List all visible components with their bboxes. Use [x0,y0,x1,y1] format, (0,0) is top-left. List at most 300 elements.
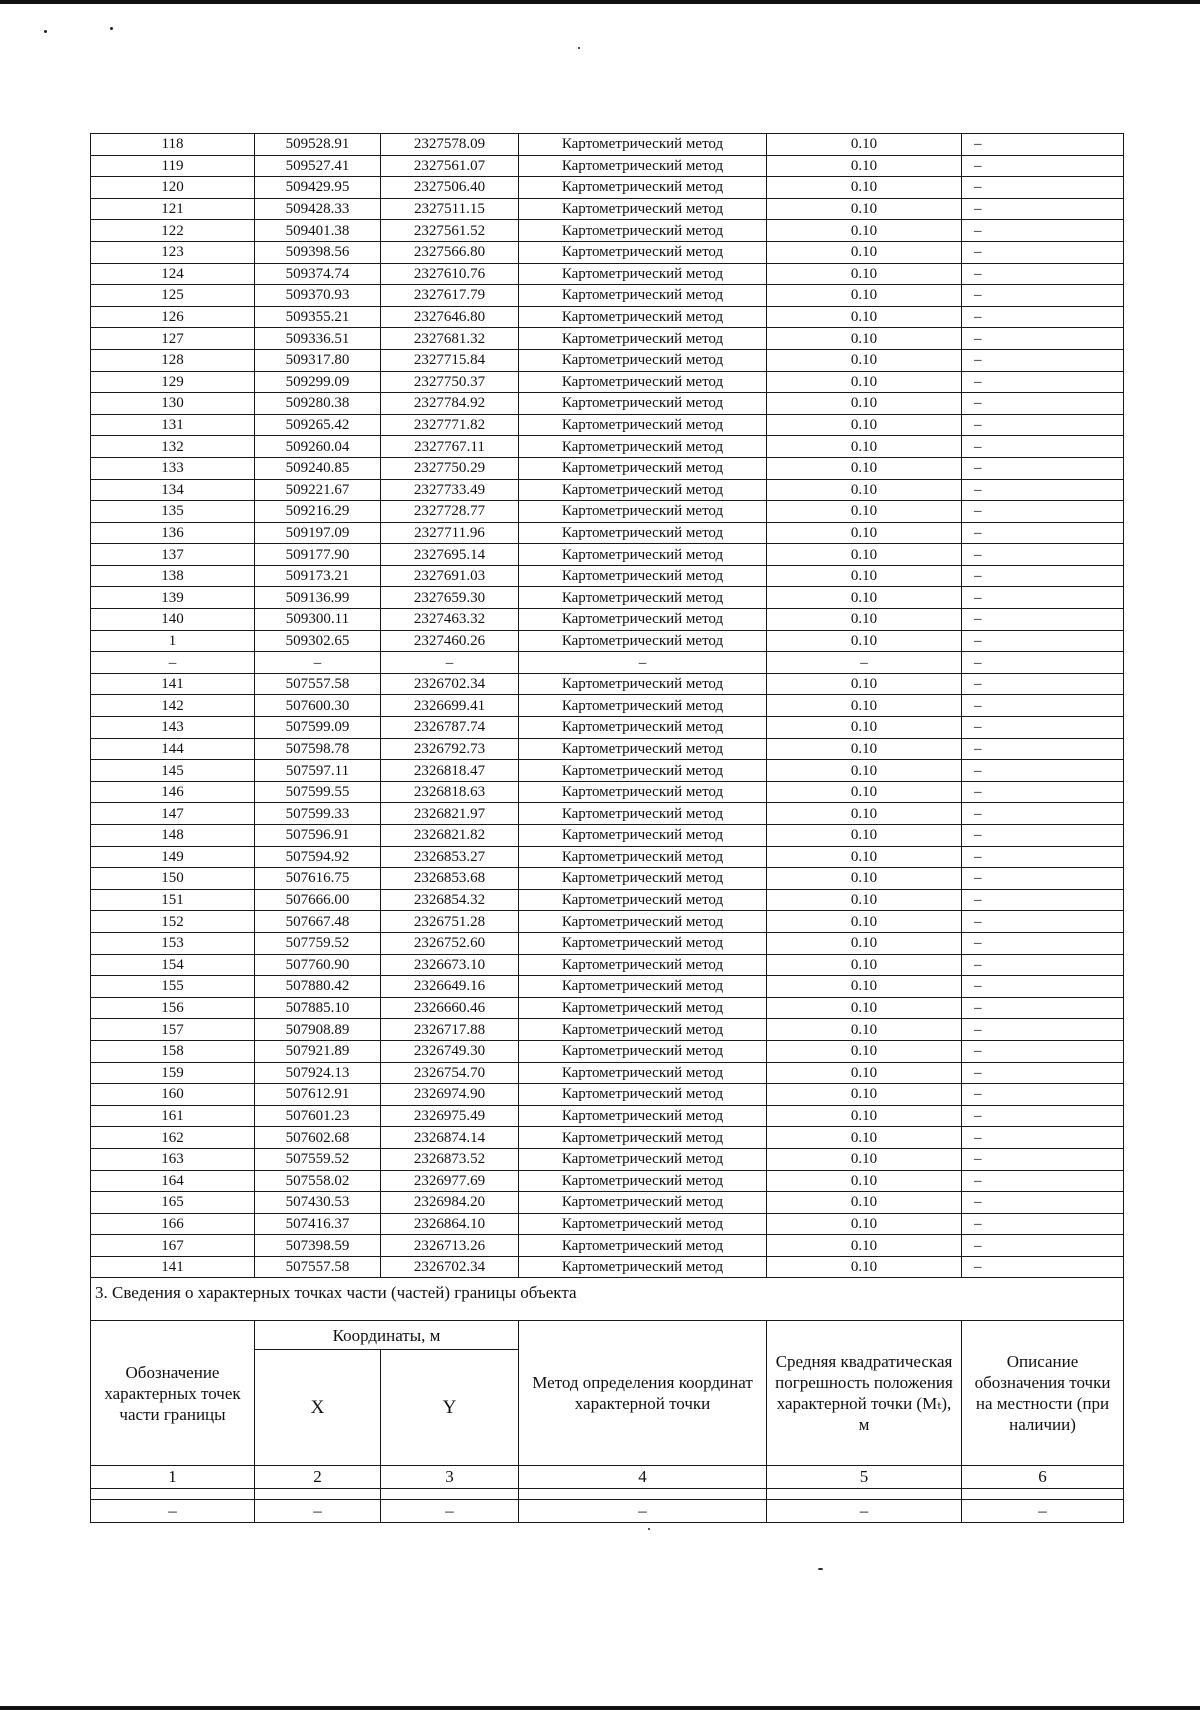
table-row [91,198,1124,220]
table-row [91,1040,1124,1062]
table-row [91,306,1124,328]
x-coordinate-cell: 507601.23 [255,1105,381,1127]
method-cell: Картометрический метод [519,544,767,566]
method-cell: Картометрический метод [519,306,767,328]
point-number-cell: 118 [91,134,255,156]
method-cell: Картометрический метод [519,1040,767,1062]
x-coordinate-cell: 507597.11 [255,760,381,782]
y-coordinate-cell: 2327695.14 [381,544,519,566]
point-number-cell: 1 [91,630,255,652]
error-cell: 0.10 [767,263,962,285]
x-coordinate-cell: 509280.38 [255,393,381,415]
error-cell: 0.10 [767,781,962,803]
y-coordinate-cell: 2327691.03 [381,565,519,587]
description-cell: – [962,501,1124,523]
description-cell: – [962,846,1124,868]
point-number-cell: – [91,652,255,674]
table-row [91,565,1124,587]
method-cell: Картометрический метод [519,587,767,609]
method-cell: Картометрический метод [519,414,767,436]
x-coordinate-cell: – [255,652,381,674]
table-row [91,1127,1124,1149]
point-number-cell: 121 [91,198,255,220]
y-coordinate-cell: 2327561.07 [381,155,519,177]
method-cell: Картометрический метод [519,198,767,220]
description-cell: – [962,177,1124,199]
table-row [91,825,1124,847]
point-number-cell: 153 [91,932,255,954]
point-number-cell: 166 [91,1213,255,1235]
method-cell: Картометрический метод [519,781,767,803]
point-number-cell: 159 [91,1062,255,1084]
error-cell: 0.10 [767,803,962,825]
error-cell: 0.10 [767,717,962,739]
error-cell: 0.10 [767,349,962,371]
x-coordinate-cell: 507599.55 [255,781,381,803]
error-cell: 0.10 [767,587,962,609]
table-row [91,1170,1124,1192]
y-coordinate-cell: 2326853.68 [381,868,519,890]
table-row [91,1148,1124,1170]
method-cell: Картометрический метод [519,220,767,242]
error-cell: 0.10 [767,1127,962,1149]
description-cell: – [962,479,1124,501]
point-number-cell: 164 [91,1170,255,1192]
x-coordinate-cell: 509401.38 [255,220,381,242]
description-cell: – [962,393,1124,415]
x-coordinate-cell: 507559.52 [255,1148,381,1170]
point-number-cell: 137 [91,544,255,566]
table-row [91,673,1124,695]
y-coordinate-cell: 2327750.29 [381,457,519,479]
error-cell: 0.10 [767,1148,962,1170]
error-cell: 0.10 [767,954,962,976]
column-number: 4 [519,1466,767,1489]
description-cell: – [962,760,1124,782]
error-cell: 0.10 [767,997,962,1019]
table-row [91,371,1124,393]
y-coordinate-cell: 2327711.96 [381,522,519,544]
header-y: Y [381,1350,519,1466]
method-cell: Картометрический метод [519,155,767,177]
method-cell: Картометрический метод [519,803,767,825]
method-cell: Картометрический метод [519,868,767,890]
y-coordinate-cell: 2327750.37 [381,371,519,393]
method-cell: Картометрический метод [519,911,767,933]
description-cell: – [962,911,1124,933]
scan-speck [818,1568,823,1570]
x-coordinate-cell: 509221.67 [255,479,381,501]
point-number-cell: 165 [91,1192,255,1214]
x-coordinate-cell: 509428.33 [255,198,381,220]
description-cell: – [962,155,1124,177]
point-number-cell: 132 [91,436,255,458]
error-cell: 0.10 [767,1062,962,1084]
x-coordinate-cell: 507880.42 [255,976,381,998]
error-cell: 0.10 [767,825,962,847]
method-cell: Картометрический метод [519,349,767,371]
x-coordinate-cell: 509429.95 [255,177,381,199]
error-cell: 0.10 [767,738,962,760]
method-cell: Картометрический метод [519,630,767,652]
error-cell: 0.10 [767,371,962,393]
error-cell: 0.10 [767,522,962,544]
x-coordinate-cell: 507599.33 [255,803,381,825]
table-row [91,285,1124,307]
x-coordinate-cell: 509398.56 [255,241,381,263]
x-coordinate-cell: 509302.65 [255,630,381,652]
empty-cell: – [767,1500,962,1523]
table-row [91,393,1124,415]
description-cell: – [962,1019,1124,1041]
error-cell: 0.10 [767,393,962,415]
x-coordinate-cell: 507600.30 [255,695,381,717]
y-coordinate-cell: 2326787.74 [381,717,519,739]
table-row [91,652,1124,674]
empty-cell: – [519,1500,767,1523]
point-number-cell: 152 [91,911,255,933]
x-coordinate-cell: 509240.85 [255,457,381,479]
error-cell: 0.10 [767,479,962,501]
description-cell: – [962,976,1124,998]
description-cell: – [962,1192,1124,1214]
y-coordinate-cell: 2327784.92 [381,393,519,415]
x-coordinate-cell: 509177.90 [255,544,381,566]
x-coordinate-cell: 507908.89 [255,1019,381,1041]
table-row [91,803,1124,825]
table-row [91,587,1124,609]
point-number-cell: 151 [91,889,255,911]
error-cell: 0.10 [767,436,962,458]
table-row [91,868,1124,890]
point-number-cell: 133 [91,457,255,479]
y-coordinate-cell: 2326975.49 [381,1105,519,1127]
method-cell: Картометрический метод [519,760,767,782]
method-cell: Картометрический метод [519,1213,767,1235]
point-number-cell: 155 [91,976,255,998]
empty-cell: – [962,1500,1124,1523]
description-cell: – [962,349,1124,371]
point-number-cell: 136 [91,522,255,544]
error-cell: 0.10 [767,1192,962,1214]
x-coordinate-cell: 507759.52 [255,932,381,954]
point-number-cell: 158 [91,1040,255,1062]
description-cell: – [962,306,1124,328]
empty-cell: – [255,1500,381,1523]
y-coordinate-cell: 2326673.10 [381,954,519,976]
description-cell: – [962,241,1124,263]
point-number-cell: 143 [91,717,255,739]
error-cell: 0.10 [767,501,962,523]
method-cell: Картометрический метод [519,695,767,717]
x-coordinate-cell: 509374.74 [255,263,381,285]
error-cell: 0.10 [767,1235,962,1257]
y-coordinate-cell: 2326660.46 [381,997,519,1019]
scan-speck [110,27,113,30]
error-cell: 0.10 [767,457,962,479]
description-cell: – [962,652,1124,674]
y-coordinate-cell: 2326853.27 [381,846,519,868]
y-coordinate-cell: 2327617.79 [381,285,519,307]
description-cell: – [962,1170,1124,1192]
error-cell: 0.10 [767,1105,962,1127]
method-cell: Картометрический метод [519,565,767,587]
method-cell: Картометрический метод [519,1084,767,1106]
x-coordinate-cell: 509300.11 [255,609,381,631]
method-cell: Картометрический метод [519,285,767,307]
error-cell: 0.10 [767,1019,962,1041]
x-coordinate-cell: 509216.29 [255,501,381,523]
table-row [91,457,1124,479]
table-row [91,1256,1124,1278]
x-coordinate-cell: 507398.59 [255,1235,381,1257]
error-cell: 0.10 [767,328,962,350]
table-row [91,479,1124,501]
y-coordinate-cell: 2326649.16 [381,976,519,998]
point-number-cell: 157 [91,1019,255,1041]
point-number-cell: 140 [91,609,255,631]
x-coordinate-cell: 509136.99 [255,587,381,609]
description-cell: – [962,673,1124,695]
method-cell: Картометрический метод [519,457,767,479]
error-cell: 0.10 [767,1084,962,1106]
method-cell: Картометрический метод [519,738,767,760]
method-cell: Картометрический метод [519,609,767,631]
error-cell: 0.10 [767,241,962,263]
x-coordinate-cell: 507616.75 [255,868,381,890]
description-cell: – [962,1062,1124,1084]
y-coordinate-cell: 2326702.34 [381,673,519,695]
method-cell: Картометрический метод [519,241,767,263]
table-row [91,976,1124,998]
x-coordinate-cell: 507924.13 [255,1062,381,1084]
x-coordinate-cell: 509336.51 [255,328,381,350]
point-number-cell: 144 [91,738,255,760]
point-number-cell: 148 [91,825,255,847]
table-row [91,609,1124,631]
x-coordinate-cell: 507557.58 [255,673,381,695]
method-cell: Картометрический метод [519,825,767,847]
description-cell: – [962,328,1124,350]
method-cell: Картометрический метод [519,1019,767,1041]
table-row [91,630,1124,652]
error-cell: 0.10 [767,1040,962,1062]
error-cell: 0.10 [767,220,962,242]
description-cell: – [962,1040,1124,1062]
description-cell: – [962,1213,1124,1235]
scan-speck [648,1528,650,1530]
x-coordinate-cell: 509317.80 [255,349,381,371]
y-coordinate-cell: 2327733.49 [381,479,519,501]
section-3-title-row [91,1278,1124,1321]
description-cell: – [962,868,1124,890]
points-table-body [91,134,1124,1523]
method-cell: Картометрический метод [519,954,767,976]
x-coordinate-cell: 507416.37 [255,1213,381,1235]
x-coordinate-cell: 507760.90 [255,954,381,976]
header-x: X [255,1350,381,1466]
y-coordinate-cell: 2327463.32 [381,609,519,631]
point-number-cell: 127 [91,328,255,350]
method-cell: Картометрический метод [519,134,767,156]
method-cell: Картометрический метод [519,1105,767,1127]
description-cell: – [962,565,1124,587]
section-3-empty-row [91,1500,1124,1523]
point-number-cell: 129 [91,371,255,393]
error-cell: 0.10 [767,976,962,998]
description-cell: – [962,738,1124,760]
header-point-designation: Обозначение характерных точек части границы [91,1321,255,1466]
point-number-cell: 149 [91,846,255,868]
column-number: 1 [91,1466,255,1489]
point-number-cell: 163 [91,1148,255,1170]
error-cell: – [767,652,962,674]
x-coordinate-cell: 507430.53 [255,1192,381,1214]
method-cell: Картометрический метод [519,1192,767,1214]
y-coordinate-cell: 2326754.70 [381,1062,519,1084]
scan-speck [578,47,580,49]
point-number-cell: 130 [91,393,255,415]
point-number-cell: 147 [91,803,255,825]
method-cell: Картометрический метод [519,328,767,350]
description-cell: – [962,522,1124,544]
header-error: Средняя квадратическая погрешность положения характерной точки (Mₜ), м [767,1321,962,1466]
point-number-cell: 154 [91,954,255,976]
column-number: 3 [381,1466,519,1489]
description-cell: – [962,630,1124,652]
description-cell: – [962,954,1124,976]
method-cell: Картометрический метод [519,1127,767,1149]
error-cell: 0.10 [767,609,962,631]
method-cell: Картометрический метод [519,673,767,695]
error-cell: 0.10 [767,155,962,177]
point-number-cell: 139 [91,587,255,609]
scan-speck [44,30,47,33]
description-cell: – [962,371,1124,393]
point-number-cell: 145 [91,760,255,782]
y-coordinate-cell: 2326854.32 [381,889,519,911]
method-cell: Картометрический метод [519,393,767,415]
y-coordinate-cell: 2327646.80 [381,306,519,328]
method-cell: Картометрический метод [519,1170,767,1192]
x-coordinate-cell: 509527.41 [255,155,381,177]
empty-cell: – [381,1500,519,1523]
x-coordinate-cell: 507602.68 [255,1127,381,1149]
y-coordinate-cell: 2326713.26 [381,1235,519,1257]
y-coordinate-cell: 2326702.34 [381,1256,519,1278]
description-cell: – [962,609,1124,631]
table-row [91,760,1124,782]
method-cell: Картометрический метод [519,1062,767,1084]
method-cell: – [519,652,767,674]
table-row [91,241,1124,263]
description-cell: – [962,544,1124,566]
description-cell: – [962,1256,1124,1278]
point-number-cell: 123 [91,241,255,263]
section-3-title: 3. Сведения о характерных точках части (частей) границы объекта [91,1278,1124,1321]
table-row [91,1235,1124,1257]
error-cell: 0.10 [767,414,962,436]
column-number: 2 [255,1466,381,1489]
method-cell: Картометрический метод [519,263,767,285]
point-number-cell: 150 [91,868,255,890]
y-coordinate-cell: 2326821.82 [381,825,519,847]
table-row [91,155,1124,177]
y-coordinate-cell: 2326699.41 [381,695,519,717]
point-number-cell: 141 [91,673,255,695]
x-coordinate-cell: 507666.00 [255,889,381,911]
x-coordinate-cell: 509265.42 [255,414,381,436]
error-cell: 0.10 [767,177,962,199]
point-number-cell: 141 [91,1256,255,1278]
point-number-cell: 122 [91,220,255,242]
description-cell: – [962,263,1124,285]
error-cell: 0.10 [767,630,962,652]
x-coordinate-cell: 507921.89 [255,1040,381,1062]
y-coordinate-cell: 2326974.90 [381,1084,519,1106]
empty-cell: – [91,1500,255,1523]
column-number: 6 [962,1466,1124,1489]
y-coordinate-cell: 2327506.40 [381,177,519,199]
y-coordinate-cell: 2327681.32 [381,328,519,350]
error-cell: 0.10 [767,1256,962,1278]
x-coordinate-cell: 507599.09 [255,717,381,739]
y-coordinate-cell: 2327566.80 [381,241,519,263]
point-number-cell: 161 [91,1105,255,1127]
point-number-cell: 167 [91,1235,255,1257]
error-cell: 0.10 [767,544,962,566]
error-cell: 0.10 [767,565,962,587]
description-cell: – [962,1105,1124,1127]
description-cell: – [962,1127,1124,1149]
x-coordinate-cell: 509260.04 [255,436,381,458]
table-row [91,889,1124,911]
error-cell: 0.10 [767,889,962,911]
point-number-cell: 138 [91,565,255,587]
table-row [91,1105,1124,1127]
point-number-cell: 119 [91,155,255,177]
description-cell: – [962,198,1124,220]
description-cell: – [962,717,1124,739]
table-row [91,954,1124,976]
method-cell: Картометрический метод [519,177,767,199]
point-number-cell: 124 [91,263,255,285]
error-cell: 0.10 [767,1170,962,1192]
table-row [91,1213,1124,1235]
y-coordinate-cell: 2326874.14 [381,1127,519,1149]
y-coordinate-cell: – [381,652,519,674]
boundary-points-table [90,133,1124,1523]
x-coordinate-cell: 509173.21 [255,565,381,587]
x-coordinate-cell: 507885.10 [255,997,381,1019]
y-coordinate-cell: 2326749.30 [381,1040,519,1062]
error-cell: 0.10 [767,198,962,220]
x-coordinate-cell: 507557.58 [255,1256,381,1278]
table-row [91,1192,1124,1214]
x-coordinate-cell: 507594.92 [255,846,381,868]
method-cell: Картометрический метод [519,479,767,501]
description-cell: – [962,457,1124,479]
error-cell: 0.10 [767,932,962,954]
y-coordinate-cell: 2326864.10 [381,1213,519,1235]
method-cell: Картометрический метод [519,1256,767,1278]
y-coordinate-cell: 2327715.84 [381,349,519,371]
table-row [91,781,1124,803]
description-cell: – [962,414,1124,436]
description-cell: – [962,781,1124,803]
x-coordinate-cell: 509370.93 [255,285,381,307]
point-number-cell: 146 [91,781,255,803]
